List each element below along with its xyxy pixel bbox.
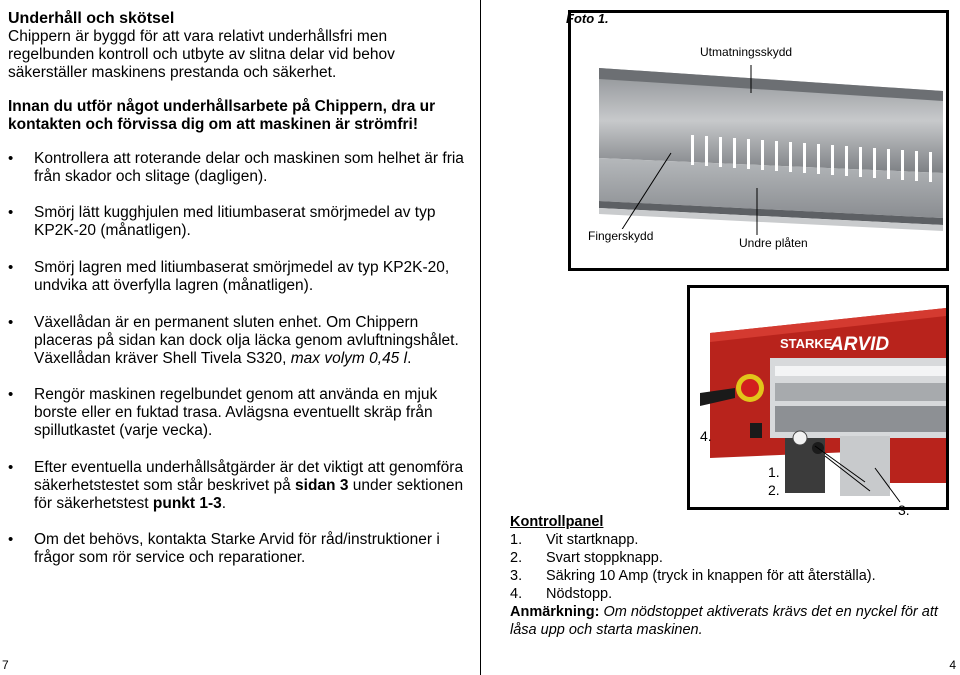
- bullet-icon: •: [8, 386, 14, 403]
- page-number-right: 4: [949, 658, 956, 672]
- brand-text-1: STARKE: [780, 336, 833, 351]
- list-item: 2. Svart stoppknapp.: [510, 550, 663, 566]
- callout-1: 1.: [768, 464, 780, 480]
- callout-finger-guard: Fingerskydd: [588, 229, 654, 243]
- intro-text: Chippern är byggd för att vara relativt underhållsfri men regelbunden kontroll och utbyte av slitna delar vid behov säkerställer maskinens prestanda och säkerhet.: [8, 28, 395, 81]
- list-item: • Växellådan är en permanent sluten enhet. Om Chippern placeras på sidan kan dock olja läcka genom avluftningshålet. Växellådan kräver Shell Tivela S320, max volym 0,45 l.: [8, 314, 459, 367]
- maintenance-section: [8, 10, 470, 567]
- emergency-stop-button[interactable]: [741, 379, 759, 397]
- callout-outlet-guard: Utmatningsskydd: [700, 45, 793, 59]
- list-item: • Smörj lagren med litiumbaserat smörjmedel av typ KP2K-20, undvika att överfylla lagren (månatligen).: [8, 259, 450, 294]
- control-panel-list: [510, 531, 950, 603]
- list-item: 4. Nödstopp.: [510, 586, 613, 602]
- bullet-icon: •: [8, 531, 14, 548]
- callout-2: 2.: [768, 482, 780, 498]
- callout-lower-plate: Undre plåten: [739, 236, 808, 250]
- photo-1-label: Foto 1.: [566, 11, 609, 26]
- list-item: • Kontrollera att roterande delar och maskinen som helhet är fria från skador och slitage (dagligen).: [8, 150, 464, 185]
- callout-3: 3.: [898, 502, 910, 518]
- list-item: 1. Vit startknapp.: [510, 532, 639, 548]
- list-item: • Smörj lätt kugghjulen med litiumbaserat smörjmedel av typ KP2K-20 (månatligen).: [8, 204, 436, 239]
- brand-text-2: ARVID: [830, 334, 890, 355]
- control-panel-photo: [690, 288, 946, 507]
- bullet-icon: •: [8, 459, 14, 476]
- column-divider: [480, 0, 481, 675]
- maintenance-list: [8, 150, 470, 567]
- start-button[interactable]: [793, 431, 807, 445]
- callout-4: 4.: [700, 428, 712, 444]
- list-item: • Efter eventuella underhållsåtgärder är det viktigt att genomföra säkerhetstestet som står beskrivet på sidan 3 under sektionen för säkerhetstest punkt 1-3.: [8, 459, 464, 512]
- photo-2-frame: [687, 285, 949, 510]
- list-item: • Om det behövs, kontakta Starke Arvid för råd/instruktioner i frågor som rör service och reparationer.: [8, 531, 440, 566]
- page-number-left: 7: [2, 658, 9, 672]
- control-panel-legend: [510, 513, 950, 639]
- control-panel-title: Kontrollpanel: [510, 514, 604, 530]
- bullet-icon: •: [8, 204, 14, 221]
- section-title: Underhåll och skötsel: [8, 10, 175, 27]
- list-item: • Rengör maskinen regelbundet genom att använda en mjuk borste eller en fuktad trasa. Avlägsna eventuellt skräp från spillutkastet (varje vecka).: [8, 386, 438, 439]
- warning-text: Innan du utför något underhållsarbete på Chippern, dra ur kontakten och förvissa dig om att maskinen är strömfri!: [8, 98, 436, 133]
- bullet-icon: •: [8, 259, 14, 276]
- control-panel-note: Anmärkning: Om nödstoppet aktiverats krävs det en nyckel för att låsa upp och starta maskinen.: [510, 604, 938, 638]
- list-item: 3. Säkring 10 Amp (tryck in knappen för att återställa).: [510, 568, 876, 584]
- bullet-icon: •: [8, 314, 14, 331]
- bullet-icon: •: [8, 150, 14, 167]
